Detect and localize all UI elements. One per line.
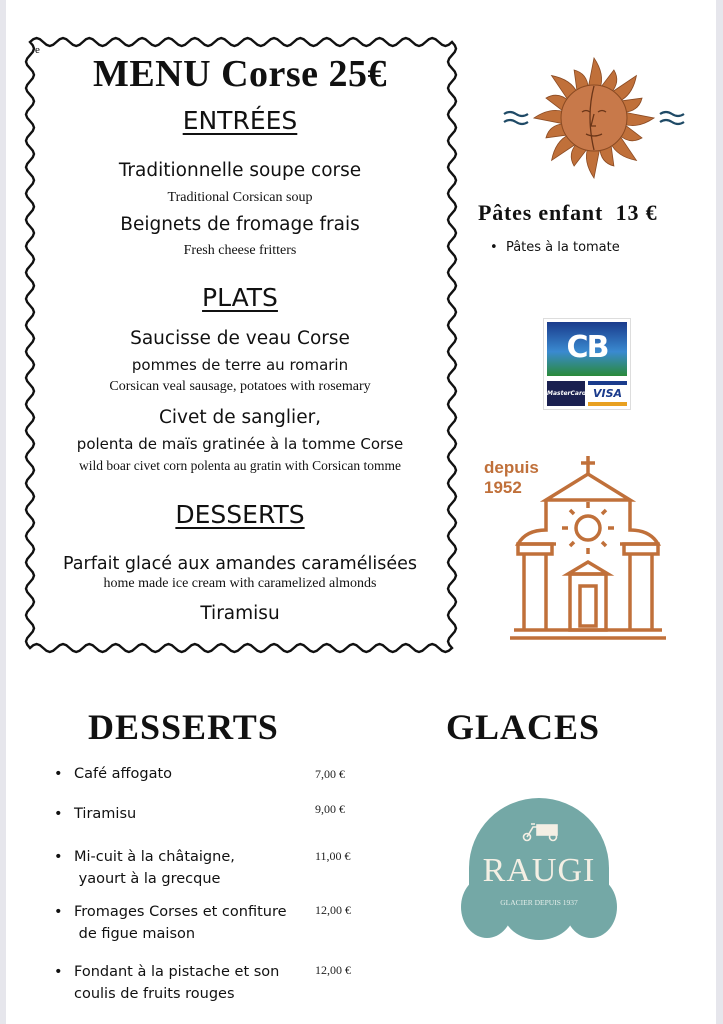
sun-ray <box>586 147 600 178</box>
dish-name: Traditionnelle soupe corse <box>118 160 362 181</box>
ice-cream-tricycle-icon <box>521 820 559 842</box>
dish-subtitle: pommes de terre au romarin <box>131 356 349 374</box>
section-heading-desserts: DESSERTS <box>175 500 305 529</box>
section-heading-plats: PLATS <box>202 283 278 312</box>
cb-card-logo: CB <box>547 322 627 376</box>
desserts-heading: DESSERTS <box>88 707 279 747</box>
kids-item-label: Pâtes à la tomate <box>505 240 620 255</box>
menu-page: e MENU Corse 25€ ENTRÉES Traditionnelle soupe corse Traditional Corsican soup Beignets de fromage frais Fresh cheese fritters PLATS Saucisse de veau Corse pommes de terre au romarin Corsican veal sausage, potatoes with rosemary Civet de sanglier, polenta de maïs gratinée à la tomme Corse wild boar civet corn polenta au gratin with Corsican tomme DESSERTS Parfait glacé aux amandes caramélisées home made ice cream with caramelized almonds Tiramisu Pâtes enfant 13 € • Pâtes à la tomate CB MasterCard VISA depuis 1952 DESSERTS GLACES • Café affogato 7,00 € • Tiramisu 9,00 € • Mi-cuit à la châtaigne, yaourt à la grecque 11,00 € • Fromages Corses et confiture de figue maison 12,00 € • Fondant à la pistache et son coulis de fruits rouges 12,00 € RAUGI GLACIER DEPUIS 1937 <box>6 0 716 1024</box>
corner-mark: e <box>35 44 40 56</box>
church-illustration <box>506 452 671 642</box>
dessert-price: 12,00 € <box>315 903 351 917</box>
sun-ray <box>534 110 565 124</box>
menu-title: MENU Corse 25€ <box>92 53 388 95</box>
payment-cards-logo <box>543 318 631 410</box>
raugi-logo <box>461 798 617 940</box>
dish-english: home made ice cream with caramelized almonds <box>103 576 377 591</box>
dish-name: Saucisse de veau Corse <box>130 328 350 349</box>
depuis-1952-text: depuis 1952 <box>484 458 539 497</box>
kids-item: • Pâtes à la tomate <box>490 240 620 255</box>
glaces-heading: GLACES <box>446 707 601 747</box>
mastercard-logo: MasterCard <box>547 381 585 406</box>
dish-english: Fresh cheese fritters <box>183 243 297 258</box>
dish-name: Beignets de fromage frais <box>120 214 360 235</box>
dish-english: Traditional Corsican soup <box>167 190 313 205</box>
dessert-price: 11,00 € <box>315 849 351 863</box>
dessert-price: 7,00 € <box>315 767 345 781</box>
dish-english: Corsican veal sausage, potatoes with rosemary <box>109 379 371 394</box>
kids-pasta-title: Pâtes enfant 13 € <box>478 200 658 225</box>
dish-name: Parfait glacé aux amandes caramélisées <box>63 554 417 574</box>
visa-logo: VISA <box>588 381 627 406</box>
section-heading-entrees: ENTRÉES <box>182 106 298 135</box>
dish-name: Civet de sanglier, <box>158 407 322 428</box>
dessert-price: 12,00 € <box>315 963 351 977</box>
dish-english: wild boar civet corn polenta au gratin with Corsican tomme <box>78 458 402 473</box>
raugi-logo-name: RAUGI <box>482 852 596 889</box>
dish-name: Tiramisu <box>200 603 280 624</box>
raugi-logo-tagline: GLACIER DEPUIS 1937 <box>500 898 578 907</box>
sun-ray <box>588 58 602 89</box>
dish-subtitle: polenta de maïs gratinée à la tomme Corse <box>76 435 404 453</box>
dessert-price: 9,00 € <box>315 802 345 816</box>
sun-illustration <box>494 56 694 181</box>
sun-ray <box>623 112 654 126</box>
